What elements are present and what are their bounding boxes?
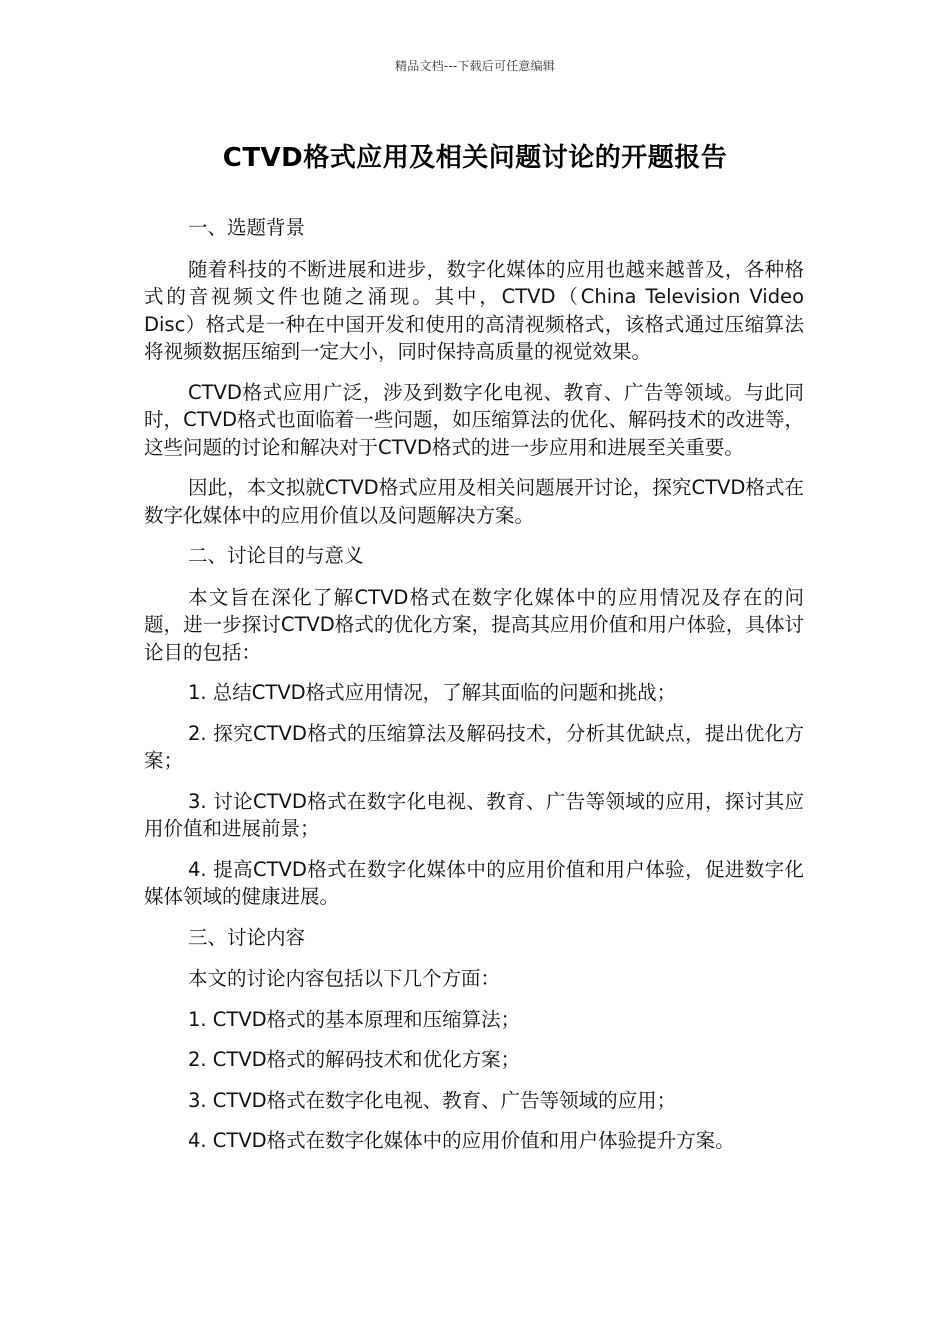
content-list-item-1: 1. CTVD格式的基本原理和压缩算法； xyxy=(188,1007,521,1031)
purpose-list-item-3: 3. 讨论CTVD格式在数字化电视、教育、广告等领域的应用，探讨其应用价值和进展前景； xyxy=(144,789,804,840)
section-heading-purpose: 二、讨论目的与意义 xyxy=(188,544,364,567)
purpose-list-item-1: 1. 总结CTVD格式应用情况，了解其面临的问题和挑战； xyxy=(188,681,677,704)
paragraph-background-3: 因此，本文拟就CTVD格式应用及相关问题展开讨论，探究CTVD格式在数字化媒体中的应用价值以及问题解决方案。 xyxy=(144,476,804,527)
purpose-list-item-4: 4. 提高CTVD格式在数字化媒体中的应用价值和用户体验，促进数字化媒体领域的健康进展。 xyxy=(144,857,804,908)
header-note: 精品文档---下载后可任意编辑 xyxy=(395,59,555,73)
content-list-item-4: 4. CTVD格式在数字化媒体中的应用价值和用户体验提升方案。 xyxy=(188,1129,735,1152)
paragraph-purpose-intro: 本文旨在深化了解CTVD格式在数字化媒体中的应用情况及存在的问题，进一步探讨CTVD格式的优化方案，提高其应用价值和用户体验，具体讨论目的包括： xyxy=(144,585,804,664)
paragraph-background-2: CTVD格式应用广泛，涉及到数字化电视、教育、广告等领域。与此同时，CTVD格式也面临着一些问题，如压缩算法的优化、解码技术的改进等，这些问题的讨论和解决对于CTVD格式的进一步应用和进展至关重要。 xyxy=(144,380,804,459)
content-list-item-2: 2. CTVD格式的解码技术和优化方案； xyxy=(188,1048,521,1071)
content-list-item-3: 3. CTVD格式在数字化电视、教育、广告等领域的应用； xyxy=(188,1088,677,1112)
paragraph-background-1: 随着科技的不断进展和进步，数字化媒体的应用也越来越普及，各种格式的音视频文件也随之涌现。其中，CTVD（China Television Video Disc）格式是一种在中国开发和使用的高清视频格式，该格式通过压缩算法将视频数据压缩到一定大小，同时保持高质量的视觉效果。 xyxy=(144,257,804,363)
section-heading-background: 一、选题背景 xyxy=(188,216,306,239)
section-heading-content: 三、讨论内容 xyxy=(188,925,306,949)
document-title: CTVD格式应用及相关问题讨论的开题报告 xyxy=(222,143,728,173)
purpose-list-item-2: 2. 探究CTVD格式的压缩算法及解码技术，分析其优缺点，提出优化方案； xyxy=(144,721,804,772)
paragraph-content-intro: 本文的讨论内容包括以下几个方面： xyxy=(188,967,501,990)
document-body xyxy=(144,214,804,1168)
